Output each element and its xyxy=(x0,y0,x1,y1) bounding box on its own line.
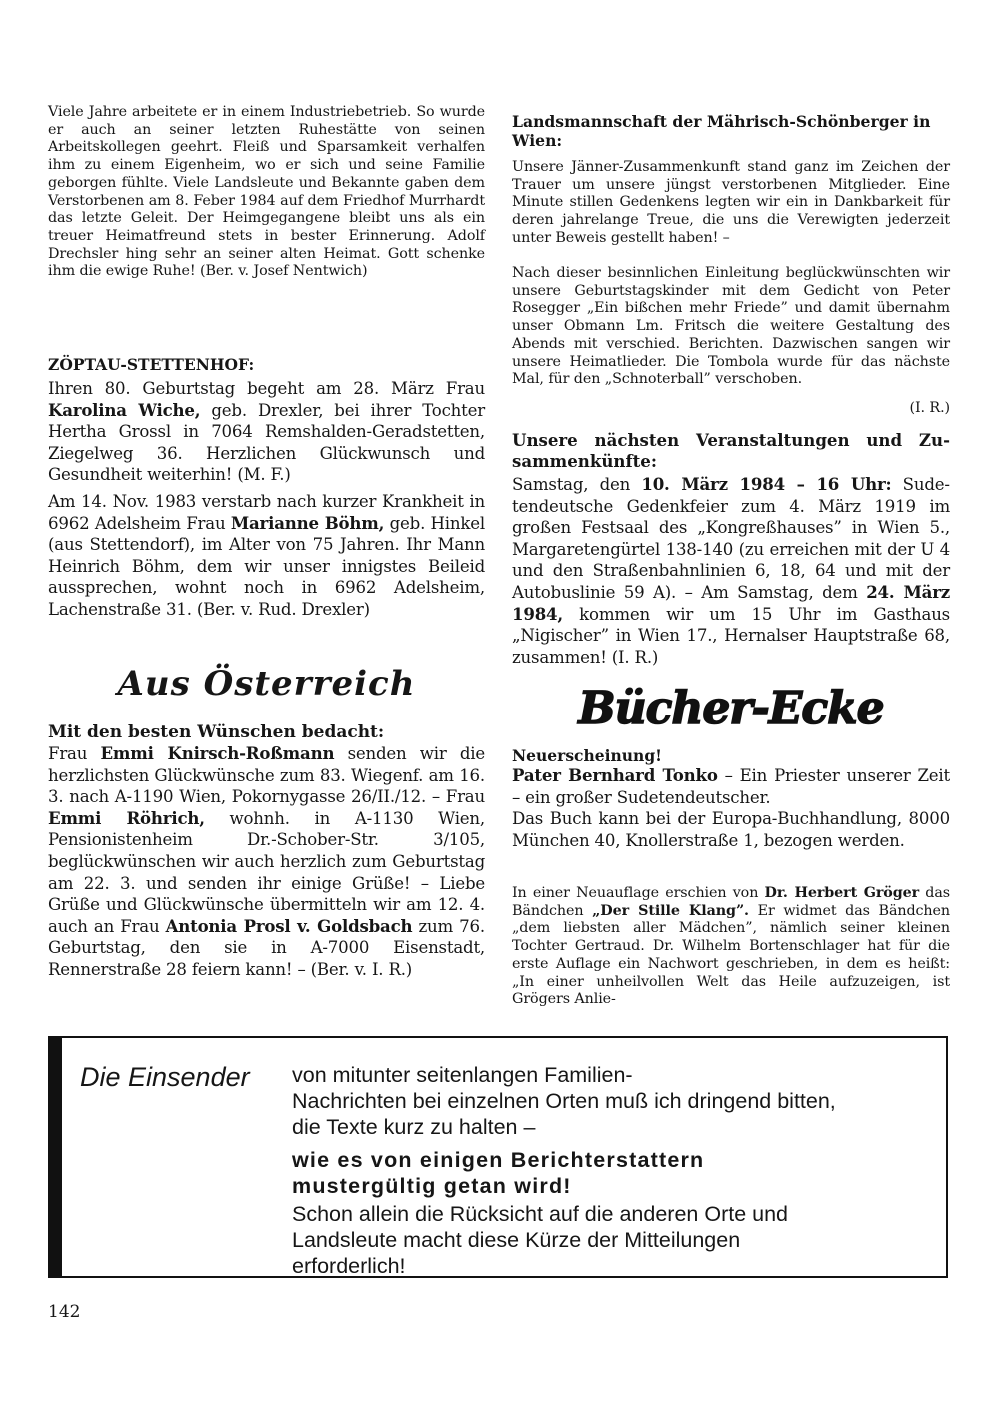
books-paragraph-3 xyxy=(512,885,950,1009)
books-paragraph-2 xyxy=(512,808,950,851)
section-title-books: Bücher-Ecke xyxy=(578,683,884,734)
birthday-paragraph xyxy=(48,378,485,486)
text-segment: wohnh. in A-1130 Wien, Pensionistenheim Dr.-Schober-Str. 3/105, beglückwünschen wir auch herzlich zum Geburtstag am 22. 3. und senden ihr einige Grüße! – Liebe Grüße und Glückwünsche übermitteln wir am 12. 4. auch an Frau xyxy=(48,808,485,936)
obituary-paragraph xyxy=(48,104,485,281)
text-segment: kommen wir um 15 Uhr im Gasthaus „Nigischer” in Wien 17., Hernalser Hauptstraße 68, zusammen! (I. R.) xyxy=(512,604,950,667)
books-paragraph-1 xyxy=(512,765,950,808)
bold-text-segment: Emmi Röhrich, xyxy=(48,807,205,828)
text-segment: geb. Drexler, bei ihrer Tochter Hertha Grossl in 7064 Remshalden-Geradstetten, Ziegelweg 36. Herzlichen Glückwunsch und Gesundheit weiterhin! (M. F.) xyxy=(48,400,485,485)
bold-text-segment: 24. März 1984, xyxy=(512,581,950,624)
text-segment: Frau xyxy=(48,744,101,763)
notice-title: Die Einsender xyxy=(80,1062,250,1092)
vienna-paragraph xyxy=(512,159,950,248)
text-segment: geb. Hinkel (aus Stettendorf), im Alter von 75 Jahren. Ihr Mann Heinrich Böhm, dem wir unser innigstes Beileid aussprechen, wohnt noch in 6962 Adelsheim, Lachenstraße 31. (Ber. v. Rud. Drexler) xyxy=(48,513,485,619)
notice-line: Schon allein die Rücksicht auf die anderen Orte und xyxy=(292,1202,789,1227)
books-new-label: Neuerscheinung! xyxy=(512,746,662,765)
text-segment: das Bändchen xyxy=(512,885,950,919)
bold-text-segment: Emmi Knirsch-Roßmann xyxy=(100,743,335,763)
death-notice-paragraph xyxy=(48,491,485,621)
bold-text-segment: Dr. Herbert Gröger xyxy=(764,885,920,901)
bold-text-segment: Karolina Wiche, xyxy=(48,399,201,420)
text-segment: In einer Neuauflage erschien von xyxy=(512,885,765,901)
text-segment: Viele Jahre arbeitete er in einem Industriebetrieb. So wurde er auch an seiner letzten Ruhestätte von seinen Arbeitskollegen geehrt. Fleiß und Sparsamkeit verhalfen ihm zu einem Eigenheim, wo er sich und seine Familie geborgen fühlte. Viele Landsleute und Bekannte gaben dem Verstorbenen am 8. Feber 1984 auf dem Friedhof Murrhardt das letzte Geleit. Der Heimgegangene bleibt uns als ein treuer Heimatfreund stets in bester Erinnerung. Adolf Drechsler hing sehr an seiner alten Heimat. Gott schenke ihm die ewige Ruhe! (Ber. v. Josef Nentwich) xyxy=(48,104,485,280)
bold-text-segment: 10. März 1984 – 16 Uhr: xyxy=(641,474,892,494)
wishes-paragraph xyxy=(48,743,485,981)
section-heading-wishes: Mit den besten Wünschen bedacht: xyxy=(48,722,385,742)
notice-text xyxy=(292,1062,836,1280)
text-segment: – Ein Priester unserer Zeit – ein großer Sudetendeutscher. xyxy=(512,766,951,807)
text-segment: Nach dieser besinnlichen Einleitung beglückwünschten wir unsere Geburtstagskinder mit dem Gedicht von Peter Rosegger „Ein bißchen mehr Friede” und damit übernahm unser Obmann Lm. Fritsch die weitere Gestaltung des Abends mit verschied. Berichten. Dazwischen sangen wir unsere Heimatlieder. Die Tombola wurde für das nächste Mal, für den „Schnoterball” verschoben. xyxy=(512,265,950,388)
notice-box xyxy=(48,1036,948,1278)
events-paragraph xyxy=(512,474,950,668)
notice-line: erforderlich! xyxy=(292,1254,406,1279)
notice-bold-line: wie es von einigen Berichterstattern xyxy=(292,1147,705,1172)
section-heading-vienna: Landsmannschaft der Mährisch-Schönberger in Wien: xyxy=(512,112,931,150)
vienna-paragraph-2 xyxy=(512,265,950,389)
vienna-signature: (I. R.) xyxy=(909,400,950,416)
notice-line: Nachrichten bei einzelnen Orten muß ich dringend bitten, xyxy=(292,1089,836,1114)
text-segment: Samstag, den xyxy=(512,475,642,494)
section-heading-events: Unsere nächsten Veranstaltungen und Zusammenkünfte: xyxy=(512,430,950,471)
text-segment: Sudetendeutsche Gedenkfeier zum 4. März 1919 im großen Festsaal des „Kongreßhauses” in Wien 5., Margaretengürtel 138-140 (zu erreichen mit der U 4 und den Straßenbahnlinien 6, 18, 64 und mit der Autobuslinie 59 A). – Am Samstag, dem xyxy=(512,475,950,602)
page-number: 142 xyxy=(48,1302,81,1322)
notice-line: die Texte kurz zu halten – xyxy=(292,1115,536,1140)
section-title-austria: Aus Österreich xyxy=(117,664,416,704)
text-segment: Das Buch kann bei der Europa-Buchhandlung, 8000 München 40, Knollerstraße 1, bezogen werden. xyxy=(512,809,950,850)
text-segment: senden wir die herzlichsten Glückwünsche zum 83. Wiegenf. am 16. 3. nach A-1190 Wien, Pokornygasse 26/II./12. – Frau xyxy=(48,744,485,807)
bold-text-segment: Pater Bernhard Tonko xyxy=(512,765,718,785)
text-segment: Am 14. Nov. 1983 verstarb nach kurzer Krankheit in 6962 Adelsheim Frau xyxy=(48,492,485,533)
section-heading-zoeptau: ZÖPTAU-STETTENHOF: xyxy=(48,355,255,374)
bold-text-segment: „Der Stille Klang”. xyxy=(592,902,749,919)
notice-line: Landsleute macht diese Kürze der Mitteilungen xyxy=(292,1228,741,1253)
text-segment: zum 76. Geburtstag, den sie in A-7000 Eisenstadt, Rennerstraße 28 feiern kann! – (Ber. v. I. R.) xyxy=(48,916,485,979)
text-segment: Er widmet das Bändchen „dem liebsten aller Mädchen”, nämlich seiner kleinen Tochter Gertraud. Dr. Wilhelm Bortenschlager hat für die erste Auflage ein Nachwort geschrieben, in dem es heißt: „In einer unheilvollen Welt das Heile aufzuzeigen, ist Grögers Anlie- xyxy=(512,902,951,1008)
text-segment: Ihren 80. Geburtstag begeht am 28. März Frau xyxy=(48,379,485,398)
notice-line: von mitunter seitenlangen Familien- xyxy=(292,1063,633,1087)
bold-text-segment: Antonia Prosl v. Goldsbach xyxy=(165,915,413,936)
notice-bold-line: mustergültig getan wird! xyxy=(292,1173,572,1198)
bold-text-segment: Marianne Böhm, xyxy=(230,512,385,533)
text-segment: Unsere Jänner-Zusammenkunft stand ganz im Zeichen der Trauer um unsere jüngst verstorbenen Mitglieder. Eine Minute stillen Gedenkens legten wir ein in Dankbarkeit für deren jahrelange Treue, die uns die Verewigten jederzeit unter Beweis gestellt haben! – xyxy=(512,159,950,246)
